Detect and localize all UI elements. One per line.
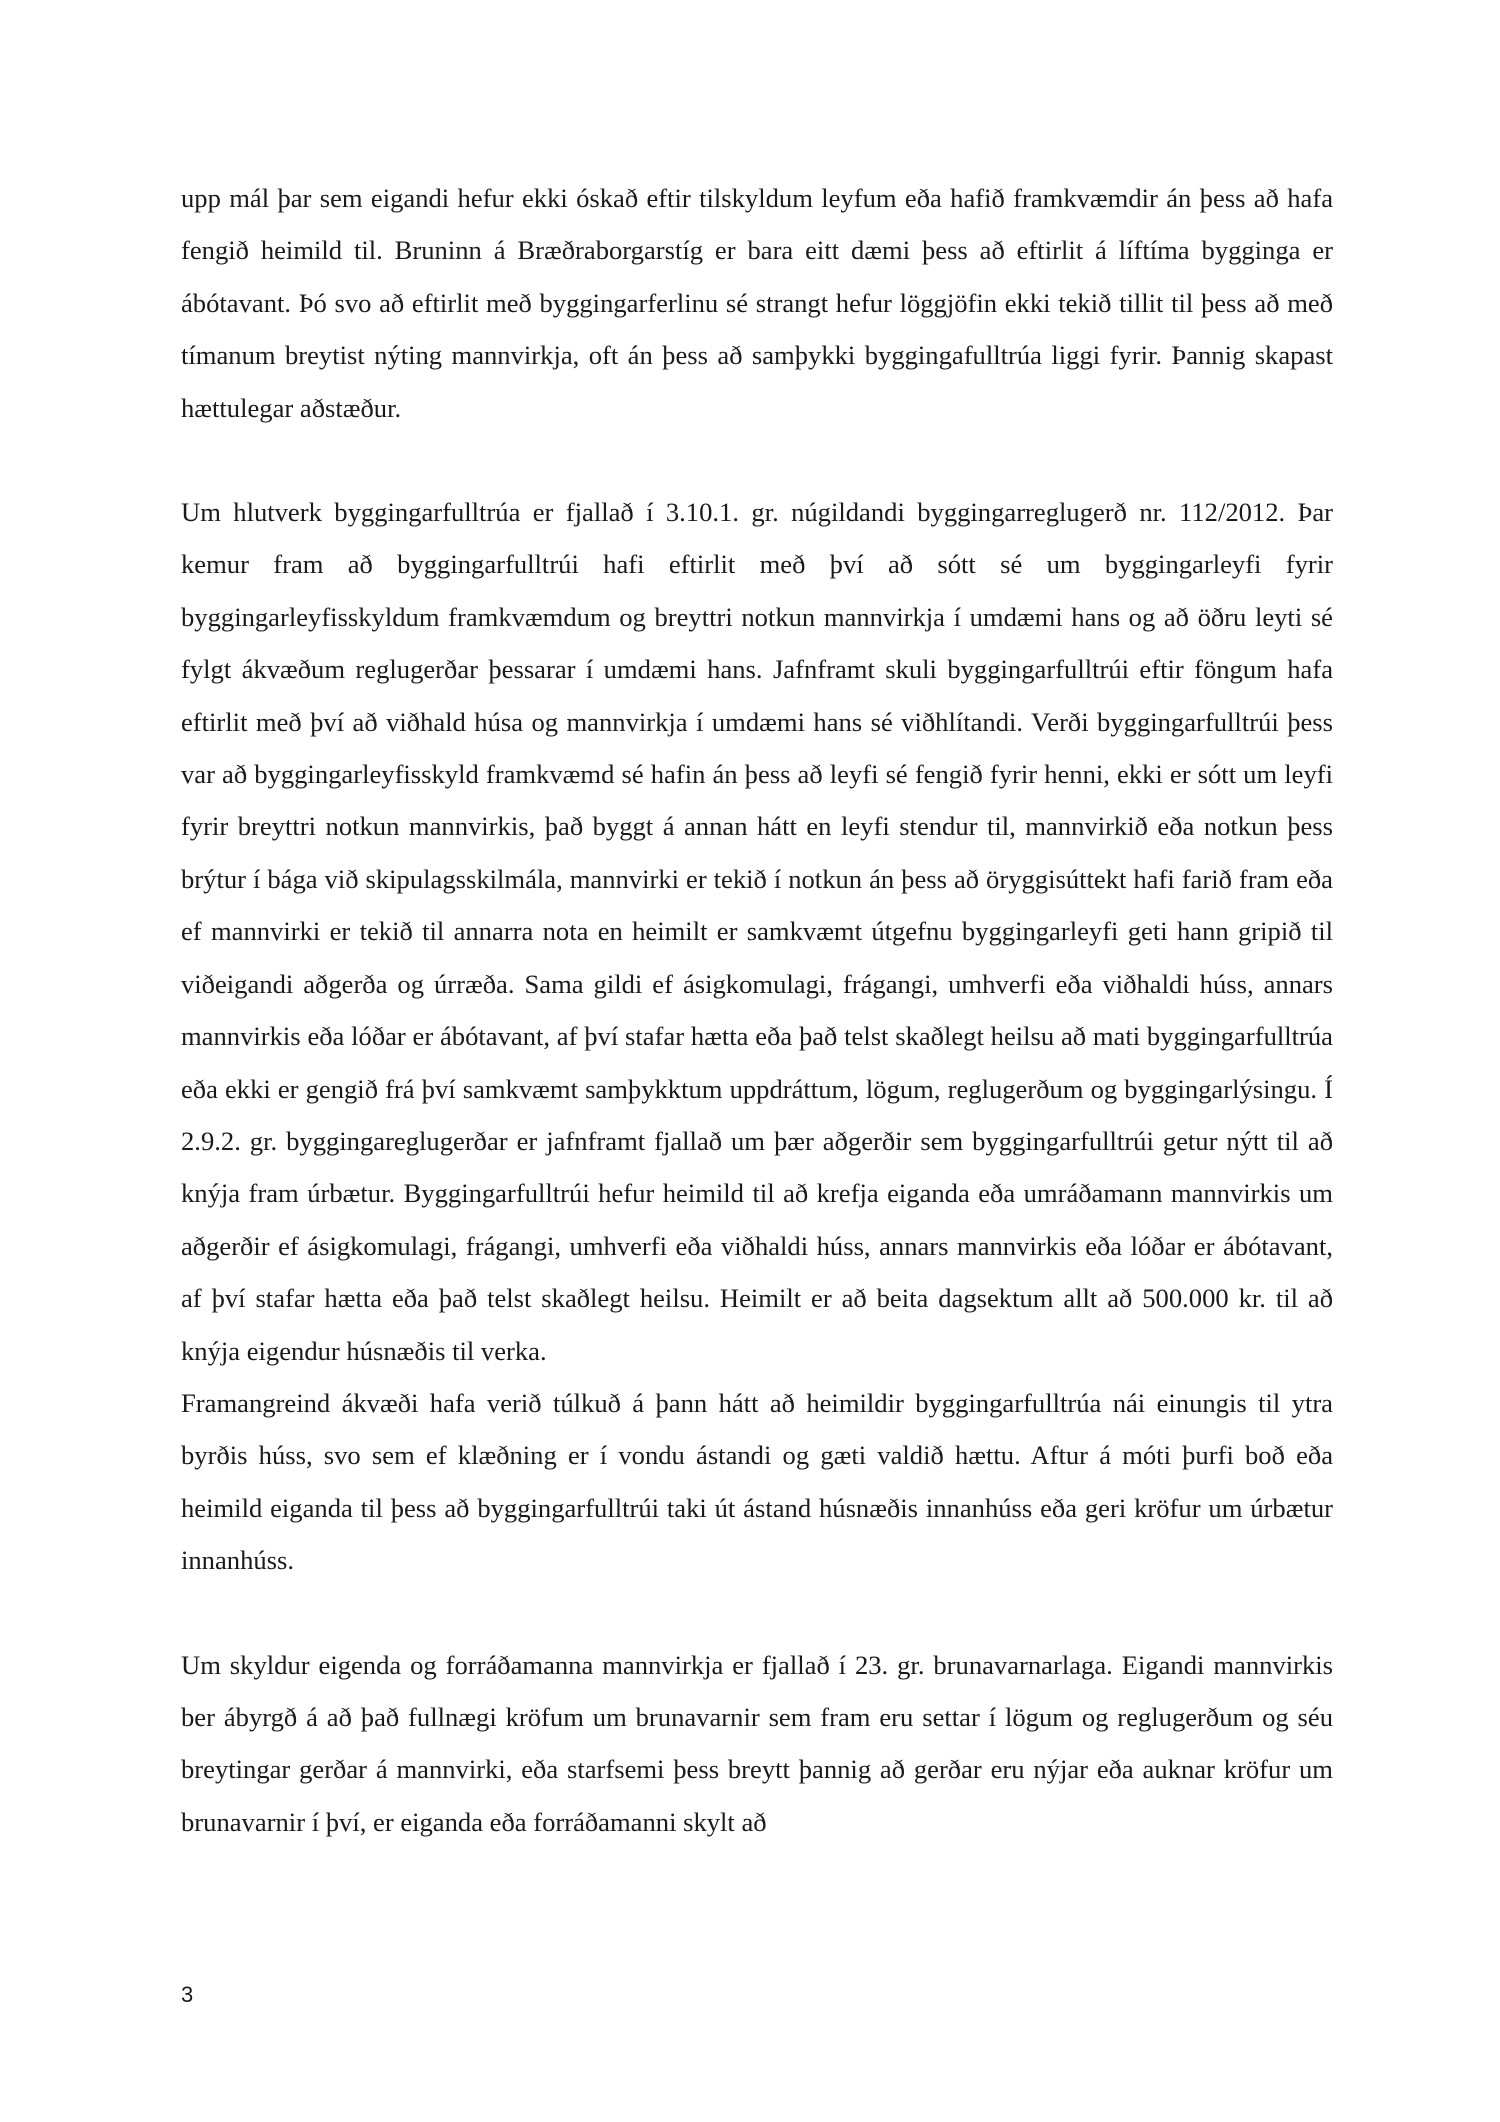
paragraph-2: Um hlutverk byggingarfulltrúa er fjallað í 3.10.1. gr. núgildandi byggingarreglugerð nr. 112/2012. Þar kemur fram að byggingarfulltrúi hafi eftirlit með því að sótt sé um byggingarleyfi fyrir byggingarleyfisskyldum framkvæmdum og breyttri notkun mannvirkja í umdæmi hans og að öðru leyti sé fylgt ákvæðum reglugerðar þessarar í umdæmi hans. Jafnframt skuli byggingarfulltrúi eftir föngum hafa eftirlit með því að viðhald húsa og mannvirkja í umdæmi hans sé viðhlítandi. Verði byggingarfulltrúi þess var að byggingarleyfisskyld framkvæmd sé hafin án þess að leyfi sé fengið fyrir henni, ekki er sótt um leyfi fyrir breyttri notkun mannvirkis, það byggt á annan hátt en leyfi stendur til, mannvirkið eða notkun þess brýtur í bága við skipulagsskilmála, mannvirki er tekið í notkun án þess að öryggisúttekt hafi farið fram eða ef mannvirki er tekið til annarra nota en heimilt er samkvæmt útgefnu byggingarleyfi geti hann gripið til viðeigandi aðgerða og úrræða. Sama gildi ef ásigkomulagi, frágangi, umhverfi eða viðhaldi húss, annars mannvirkis eða lóðar er ábótavant, af því stafar hætta eða það telst skaðlegt heilsu að mati byggingarfulltrúa eða ekki er gengið frá því samkvæmt samþykktum uppdráttum, lögum, reglugerðum og byggingarlýsingu. Í 2.9.2. gr. byggingareglugerðar er jafnframt fjallað um þær aðgerðir sem byggingarfulltrúi getur nýtt til að knýja fram úrbætur. Byggingarfulltrúi hefur heimild til að krefja eiganda eða umráðamann mannvirkis um aðgerðir ef ásigkomulagi, frágangi, umhverfi eða viðhaldi húss, annars mannvirkis eða lóðar er ábótavant, af því stafar hætta eða það telst skaðlegt heilsu. Heimilt er að beita dagsektum allt að 500.000 kr. til að knýja eigendur húsnæðis til verka. [181,497,1333,1366]
paragraph-4: Um skyldur eigenda og forráðamanna mannvirkja er fjallað í 23. gr. brunavarnarlaga. Eigandi mannvirkis ber ábyrgð á að það fullnægi kröfum um brunavarnir sem fram eru settar í lögum og reglugerðum og séu breytingar gerðar á mannvirki, eða starfsemi þess breytt þannig að gerðar eru nýjar eða auknar kröfur um brunavarnir í því, er eiganda eða forráðamanni skylt að [181,1649,1333,1837]
page-number: 3 [181,1982,194,2007]
paragraph-3: Framangreind ákvæði hafa verið túlkuð á þann hátt að heimildir byggingarfulltrúa nái einungis til ytra byrðis húss, svo sem ef klæðning er í vondu ástandi og gæti valdið hættu. Aftur á móti þurfi boð eða heimild eiganda til þess að byggingarfulltrúi taki út ástand húsnæðis innanhúss eða geri kröfur um úrbætur innanhúss. [181,1387,1333,1576]
document-body [181,172,1333,1848]
paragraph-1: upp mál þar sem eigandi hefur ekki óskað eftir tilskyldum leyfum eða hafið framkvæmdir án þess að hafa fengið heimild til. Bruninn á Bræðraborgarstíg er bara eitt dæmi þess að eftirlit á líftíma bygginga er ábótavant. Þó svo að eftirlit með byggingarferlinu sé strangt hefur löggjöfin ekki tekið tillit til þess að með tímanum breytist nýting mannvirkja, oft án þess að samþykki byggingafulltrúa liggi fyrir. Þannig skapast hættulegar aðstæður. [181,183,1333,423]
paragraph-spacer [181,434,1333,486]
paragraph-spacer [181,1587,1333,1639]
